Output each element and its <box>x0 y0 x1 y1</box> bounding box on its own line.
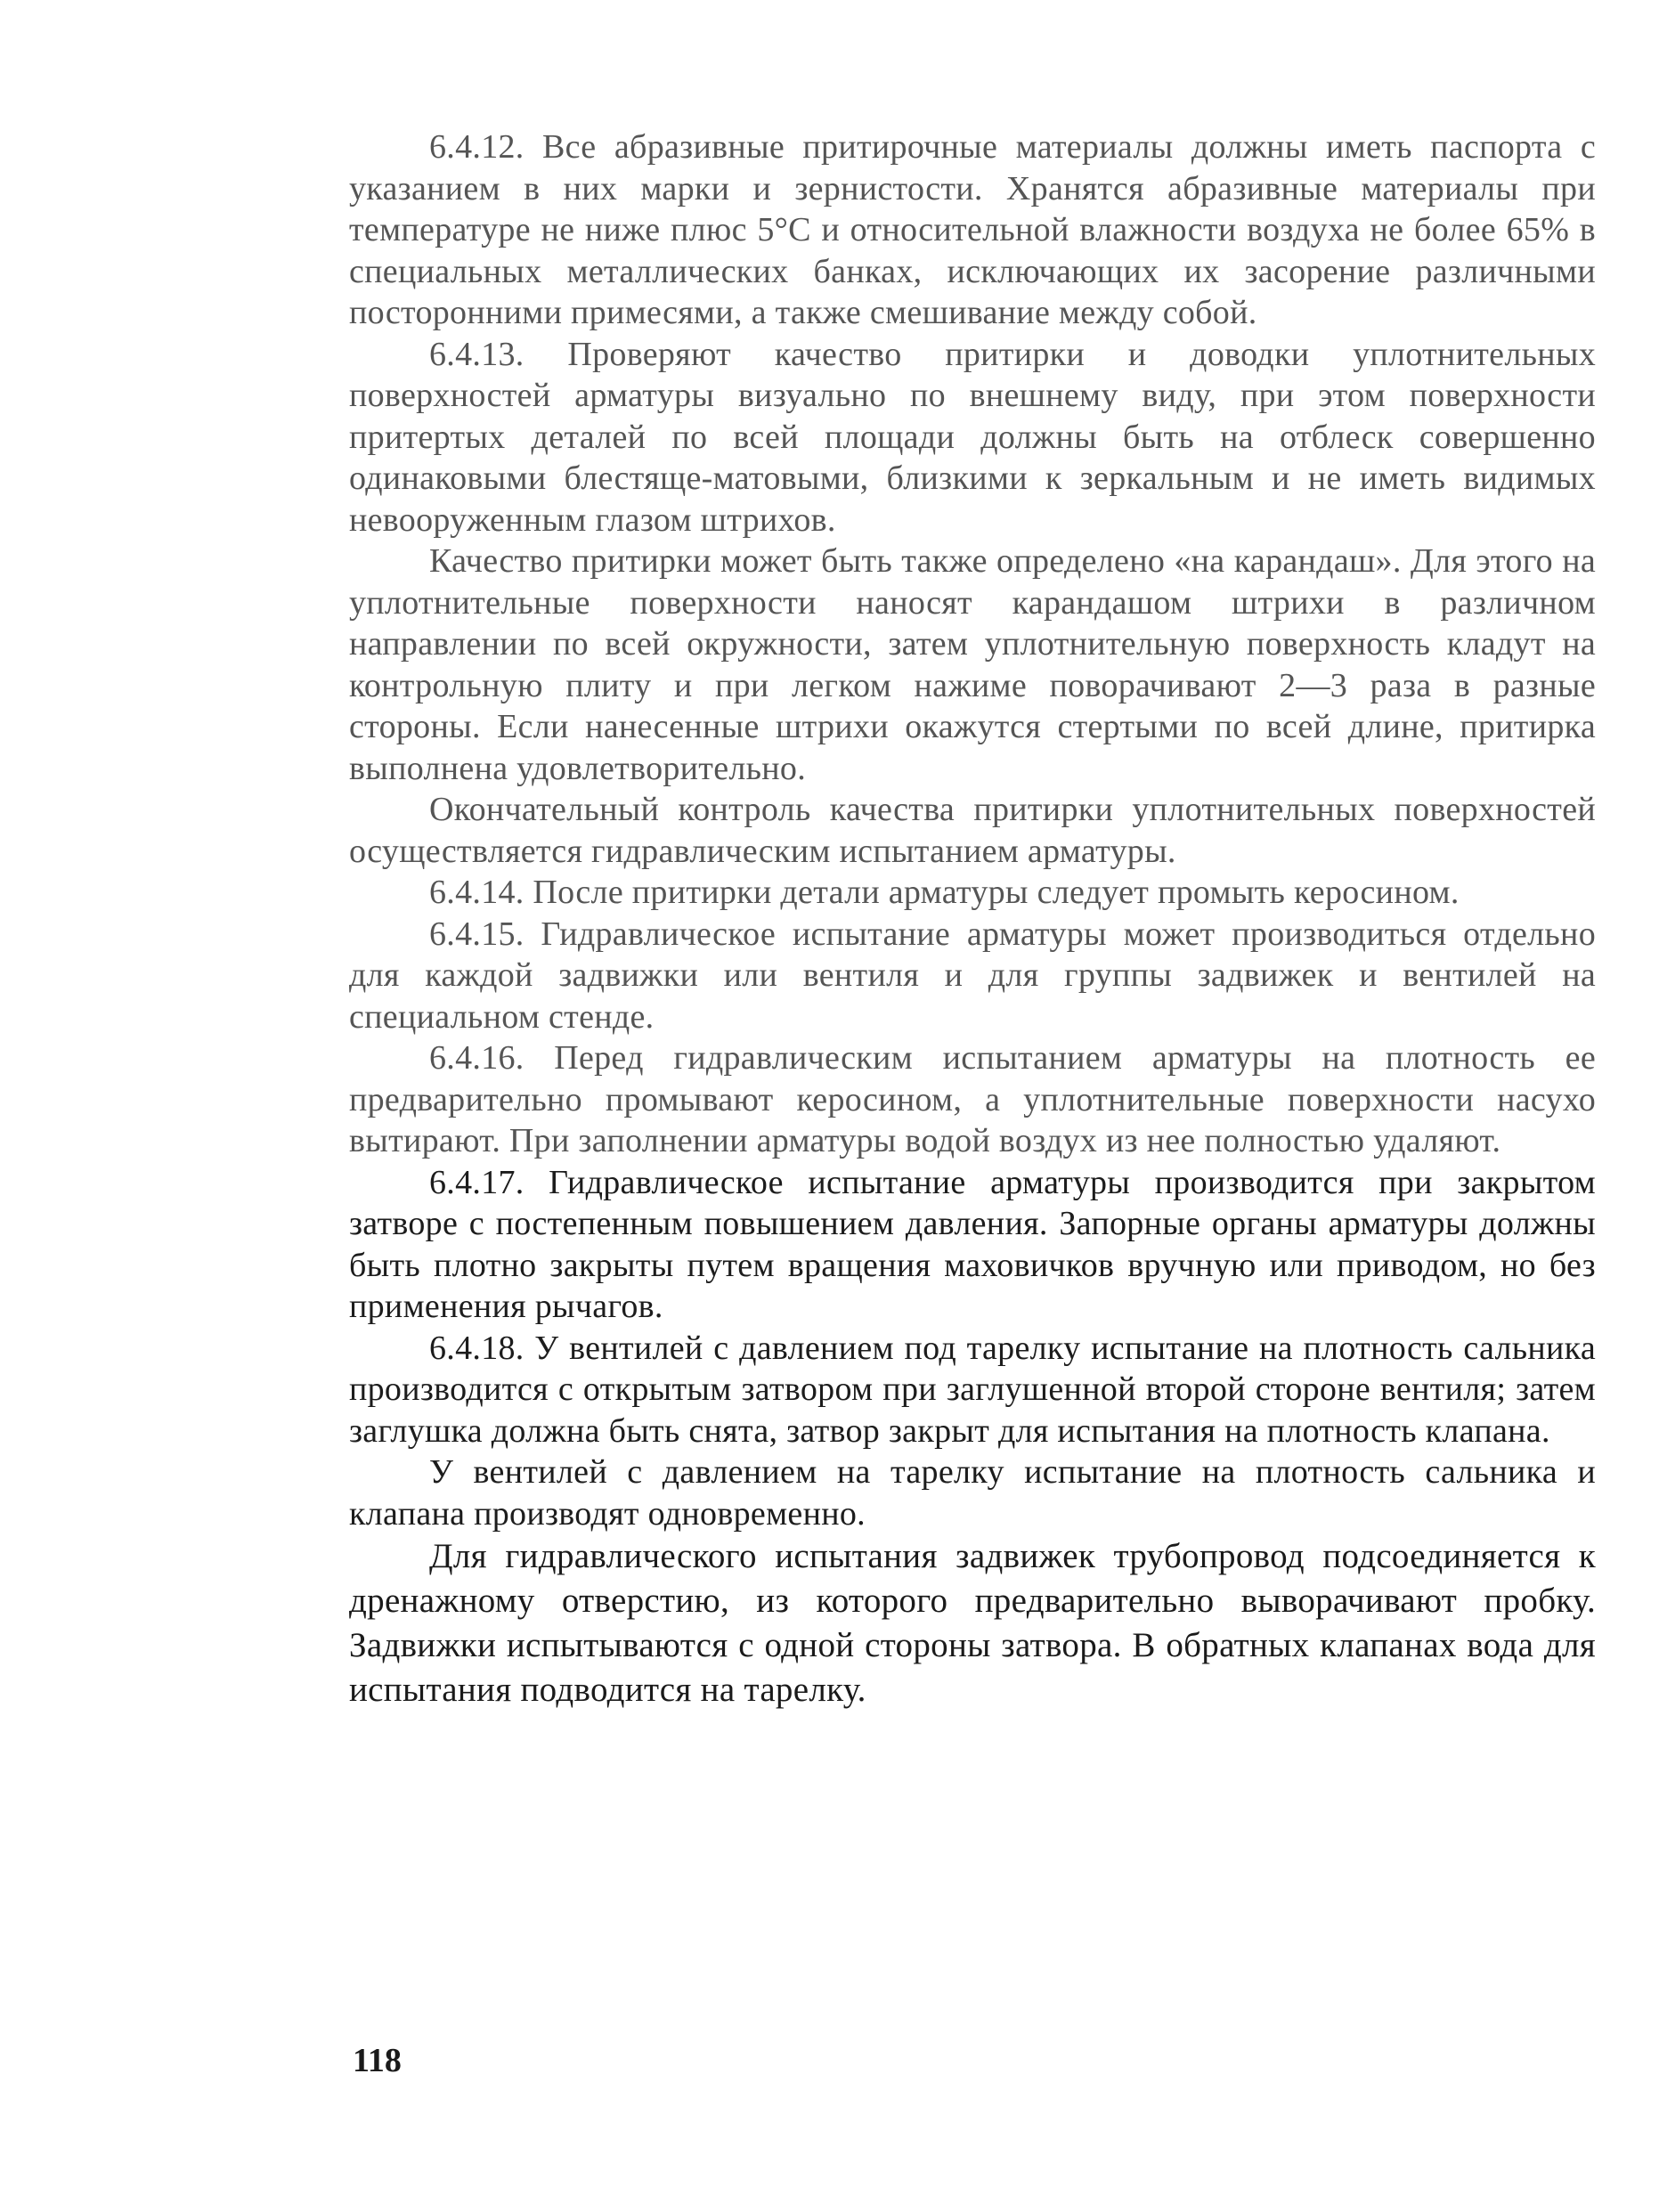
paragraph-6-4-12: 6.4.12. Все абразивные притирочные материалы должны иметь паспорта с указанием в них марки и зернистости. Хранятся абразивные материалы при температуре не ниже плюс 5°С и относительной влажности воздуха не более 65% в специальных металлических банках, исключающих их засорение различными посторонними примесями, а также смешивание между собой. <box>349 128 1596 331</box>
paragraph-6-4-16: 6.4.16. Перед гидравлическим испытанием арматуры на плотность ее предварительно промывают керосином, а уплотнительные поверхности насухо вытирают. При заполнении арматуры водой воздух из нее полностью удаляют. <box>349 1039 1596 1159</box>
paragraph-disc-pressure: У вентилей с давлением на тарелку испытание на плотность сальника и клапана производят одновременно. <box>349 1453 1596 1533</box>
paragraph-final-control: Окончательный контроль качества притирки уплотнительных поверхностей осуществляется гидравлическим испытанием арматуры. <box>349 791 1596 870</box>
page-number: 118 <box>353 2042 402 2079</box>
body-text <box>349 126 1596 1712</box>
paragraph-6-4-13: 6.4.13. Проверяют качество притирки и доводки уплотнительных поверхностей арматуры визуально по внешнему виду, при этом поверхности притертых деталей по всей площади должны быть на отблеск совершенно одинаковыми блестяще-матовыми, близкими к зеркальным и не иметь видимых невооруженным глазом штрихов. <box>349 335 1596 539</box>
paragraph-pencil-check: Качество притирки может быть также определено «на карандаш». Для этого на уплотнительные поверхности наносят карандашом штрихи в различном направлении по всей окружности, затем уплотнительную поверхность кладут на контрольную плиту и при легком нажиме поворачивают 2—3 раза в разные стороны. Если нанесенные штрихи окажутся стертыми по всей длине, притирка выполнена удовлетворительно. <box>349 542 1596 787</box>
paragraph-6-4-15: 6.4.15. Гидравлическое испытание арматуры может производиться отдельно для каждой задвижки или вентиля и для группы задвижек и вентилей на специальном стенде. <box>349 915 1596 1036</box>
paragraph-6-4-14: 6.4.14. После притирки детали арматуры следует промыть керосином. <box>429 874 1460 911</box>
paragraph-6-4-18: 6.4.18. У вентилей с давлением под тарелку испытание на плотность сальника производится с открытым затвором при заглушенной второй стороне вентиля; затем заглушка должна быть снята, затвор закрыт для испытания на плотность клапана. <box>349 1329 1596 1450</box>
paragraph-gate-valve-test: Для гидравлического испытания задвижек трубопровод подсоединяется к дренажному отверстию, из которого предварительно выворачивают пробку. Задвижки испытываются с одной стороны затвора. В обратных клапанах вода для испытания подводится на тарелку. <box>349 1537 1596 1709</box>
paragraph-6-4-17: 6.4.17. Гидравлическое испытание арматуры производится при закрытом затворе с постепенным повышением давления. Запорные органы арматуры должны быть плотно закрыты путем вращения маховичков вручную или приводом, но без применения рычагов. <box>349 1163 1596 1325</box>
